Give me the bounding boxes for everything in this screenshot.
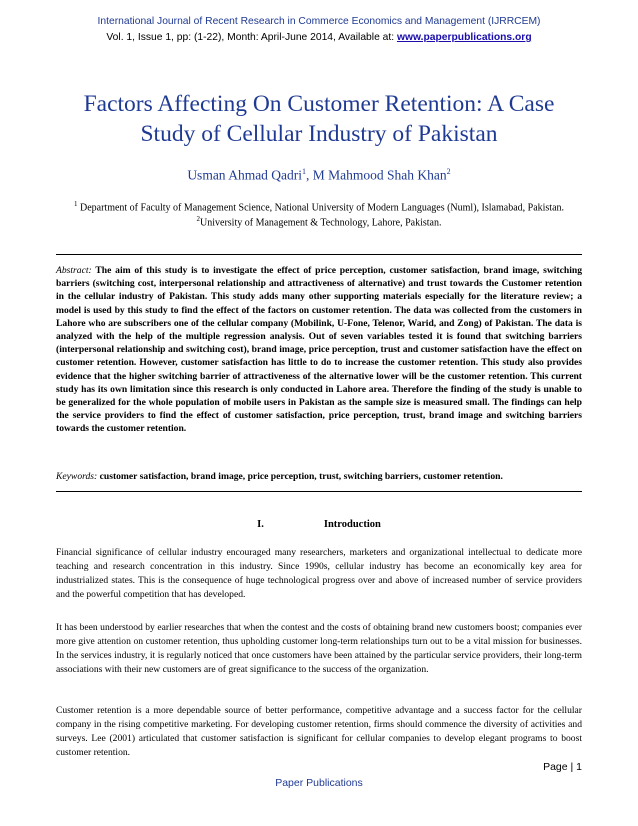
journal-volume-info [30, 30, 608, 46]
journal-header [30, 14, 608, 46]
abstract-label: Abstract: [56, 265, 92, 276]
journal-name: International Journal of Recent Research in Commerce Economics and Management (IJRRCEM) [97, 16, 541, 27]
title-line-1: Factors Affecting On Customer Retention: A Case [83, 91, 555, 117]
title-line-2: Study of Cellular Industry of Pakistan [140, 121, 498, 147]
abstract [56, 264, 582, 436]
abstract-top-rule [56, 254, 582, 255]
author-list [30, 163, 608, 185]
affiliation-2-text: University of Management & Technology, Lahore, Pakistan. [200, 217, 442, 229]
author-1: Usman Ahmad Qadri [187, 167, 303, 183]
keywords-text: customer satisfaction, brand image, price perception, trust, switching barriers, customer retention. [97, 471, 503, 482]
keywords-label: Keywords: [56, 471, 98, 482]
section-number: I. [257, 519, 264, 530]
author-2-affiliation-mark: 2 [446, 167, 451, 176]
affiliation-1-text: Department of Faculty of Management Science, National University of Modern Languages (Numl), Islamabad, Pakistan. [77, 202, 565, 214]
abstract-bottom-rule [56, 491, 582, 492]
publisher-footer: Paper Publications [275, 777, 363, 789]
body-paragraph-1: Financial significance of cellular industry encouraged many researchers, marketers and organizational intellectual to dedicate more teaching and research concentration in this industry. Since 1990s, cellular industry has become an economically key area for industrialized states. This is the consequence of huge technological progress over and above of increased number of service providers and the powerful competition that has developed. [56, 547, 582, 600]
page-number: Page | 1 [543, 761, 582, 773]
body-paragraph-3: Customer retention is a more dependable source of better performance, competitive advantage and a success factor for the cellular company in the rising competitive marketing. For developing customer retention, firms should commence the diversity of activities and surveys. Lee (2001) articulated that customer satisfaction is significant for cellular companies to develop elegant programs to boost customer retention. [56, 705, 582, 758]
paper-title [30, 89, 608, 149]
body-paragraph-2: It has been understood by earlier researches that when the contest and the costs of obtaining brand new customers boost; companies ever more give attention on customer retention, thus upholding customer long-term relationships turn out to be a vital mission for businesses. In the services industry, it is regularly noticed that once customers have been attained by the particular service providers, their long-term associations with their new customers are of great significance to the success of the organization. [56, 622, 582, 675]
affiliation-2 [30, 212, 608, 230]
abstract-text: The aim of this study is to investigate the effect of price perception, customer satisfaction, brand image, switching barriers (switching cost, interpersonal relationship and attractiveness of alternative) and trust towards the Customer retention in the cellular industry of Pakistan. This study adds many other supporting materials especially for the literature review; a model is used by this study to find the effect of the factors on customer retention. The data was collected from the customers in Lahore who are subscribers one of the cellular company (Mobilink, U-Fone, Telenor, Warid, and Zong) of Pakistan. The data is analyzed with the help of the multiple regression analysis. Out of seven variables tested it is found that switching barriers (interpersonal relationship and switching cost), brand image, price perception, trust and customer satisfaction have the effect on customer retention. However, customer satisfaction has little to do to increase the customer retention. This study also provides evidence that the higher switching barrier of attractiveness of the alternative lower will be the customer retention. This current study has its own limitation since this research is only conducted in Lahore area. Therefore the finding of the study is unable to be generalized for the whole population of mobile users in Pakistan as the sample size is measured small. The findings can help the service providers to find the effect of customer satisfaction, price perception, trust, brand image and switching barriers towards the customer retention. [56, 265, 582, 435]
author-separator: , [306, 167, 313, 183]
section-title: Introduction [323, 519, 381, 530]
section-heading [56, 519, 582, 530]
journal-url-link[interactable]: www.paperpublications.org [396, 32, 532, 43]
affiliation-2-mark: 2 [196, 215, 201, 223]
affiliation-1-mark: 1 [73, 200, 78, 208]
author-2: M Mahmood Shah Khan [312, 167, 447, 183]
volume-text: Vol. 1, Issue 1, pp: (1-22), Month: April-June 2014, Available at: [106, 32, 397, 43]
keywords [56, 470, 582, 483]
author-1-affiliation-mark: 1 [302, 167, 307, 176]
